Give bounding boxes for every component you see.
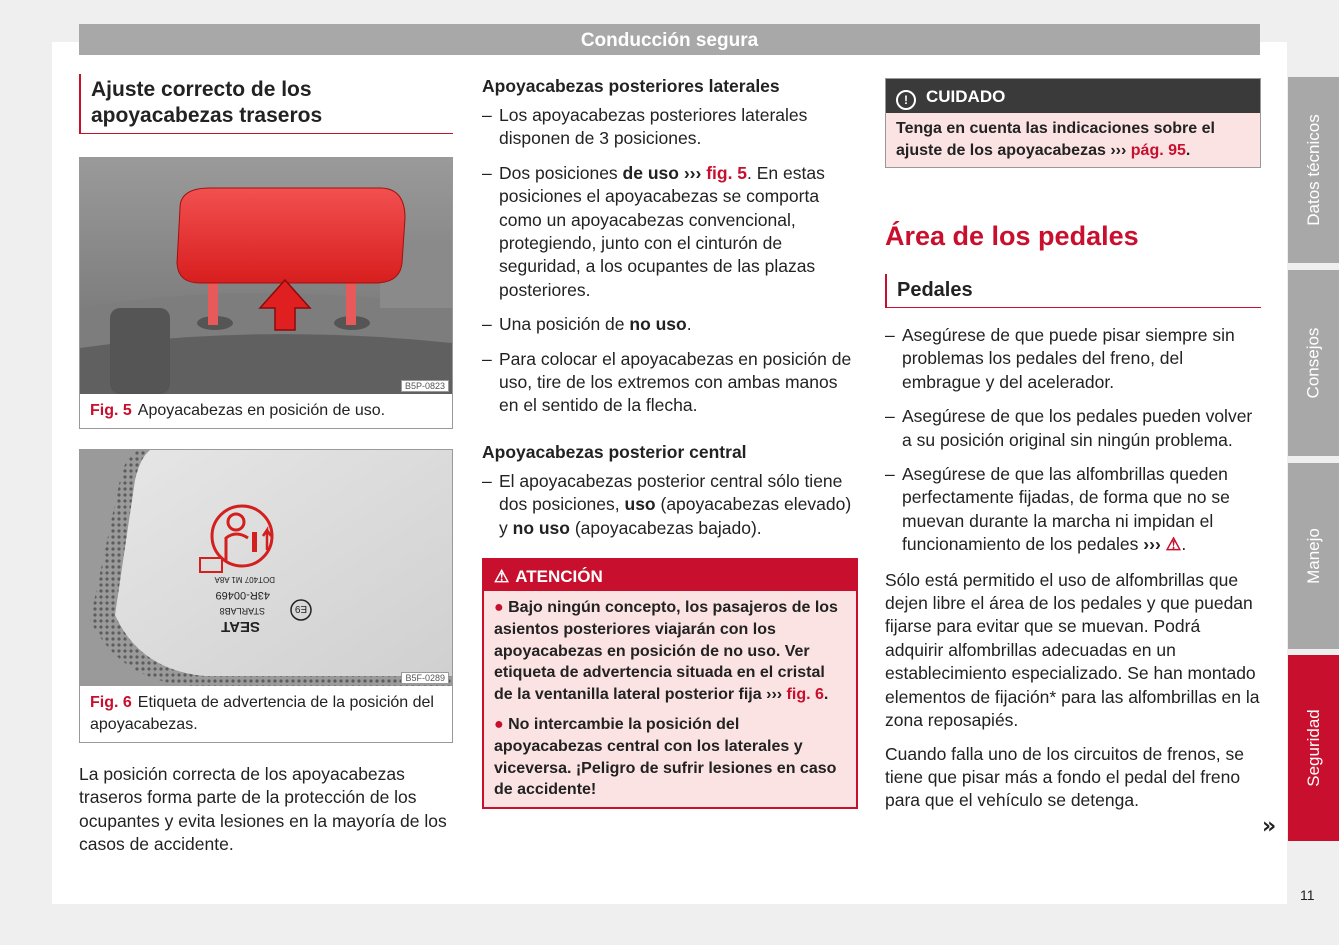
figure-6-code: B5F-0289 (401, 672, 449, 684)
figure-6-label: Fig. 6 (90, 694, 132, 711)
figure-5-image (80, 158, 452, 394)
figure-5-code: B5P-0823 (401, 380, 449, 392)
sticker-line-3: 43R-00469 (215, 589, 270, 601)
figure-5-label: Fig. 5 (90, 402, 132, 419)
page-number: 11 (1300, 887, 1315, 903)
figure-6-image (80, 450, 452, 686)
sticker-line-2: STARLAB8 (219, 606, 265, 616)
section-title-headrest: Ajuste correcto de los apoyacabezas traseros (79, 74, 453, 134)
list-item: – Asegúrese de que los pedales pueden volver a su posición original sin ningún problema. (885, 405, 1261, 452)
fig5-link[interactable]: fig. 5 (706, 162, 748, 183)
sticker-mark: E9 (294, 603, 308, 614)
list-item: – Asegúrese de que las alfombrillas queden perfectamente fijadas, de forma que no se muevan durante la marcha ni impidan el funcionamiento de los pedales ››› ⚠. (885, 463, 1261, 557)
tab-manejo[interactable]: Manejo (1288, 463, 1339, 649)
warning-header: ⚠ ATENCIÓN (484, 560, 856, 591)
tab-seguridad[interactable]: Seguridad (1288, 655, 1339, 841)
column-2 (482, 74, 858, 809)
tab-datos-tecnicos[interactable]: Datos técnicos (1288, 77, 1339, 263)
list-item: – El apoyacabezas posterior central sólo tiene dos posiciones, uso (apoyacabezas elevado) y no uso (apoyacabezas bajado). (482, 470, 858, 540)
warning-body (484, 591, 856, 807)
headrest-illustration (80, 158, 452, 394)
figure-5 (79, 157, 453, 429)
figure-6-caption-text: Etiqueta de advertencia de la posición del apoyacabezas. (90, 694, 434, 733)
headrest-paragraph: La posición correcta de los apoyacabezas traseros forma parte de la protección de los ocupantes y evita lesiones en la mayoría de los casos de accidente. (79, 764, 447, 855)
pedals-paragraph-2: Cuando falla uno de los circuitos de frenos, se tiene que pisar más a fondo el pedal del freno para que el vehículo se detenga. (885, 743, 1244, 811)
warning-item: ● No intercambie la posición del apoyacabezas central con los laterales y viceversa. ¡Peligro de sufrir lesiones en caso de accidente! (494, 716, 837, 799)
section-title-pedals: Pedales (885, 274, 1261, 308)
page-header: Conducción segura (79, 24, 1260, 55)
caution-body: Tenga en cuenta las indicaciones sobre el ajuste de los apoyacabezas ››› pág. 95. (886, 113, 1260, 167)
sticker-line-4: DOT407 M1 A8A (214, 575, 275, 584)
info-circle-icon: ! (896, 90, 916, 110)
figure-5-caption-text: Apoyacabezas en posición de uso. (137, 402, 386, 419)
list-item: – Para colocar el apoyacabezas en posición de uso, tire de los extremos con ambas manos en el sentido de la flecha. (482, 348, 858, 418)
continue-arrow-icon: » (1262, 814, 1277, 839)
fig6-link[interactable]: fig. 6 (786, 686, 824, 704)
column-1 (79, 74, 453, 867)
caution-box (885, 78, 1261, 168)
list-item: – Una posición de no uso. (482, 313, 858, 336)
list-item: – Asegúrese de que puede pisar siempre sin problemas los pedales del freno, del embrague y del acelerador. (885, 324, 1261, 394)
caution-header: ! CUIDADO (886, 79, 1260, 113)
figure-6-caption (80, 686, 452, 742)
pedals-list (885, 324, 1261, 557)
list-item: – Los apoyacabezas posteriores laterales disponen de 3 posiciones. (482, 104, 858, 151)
warning-triangle-icon: ⚠ (494, 567, 510, 587)
warning-item: ● Bajo ningún concepto, los pasajeros de los asientos posteriores viajarán con los apoyacabezas en posición de no uso. Ver etiqueta de advertencia situada en el cristal de la ventanilla lateral posterior fija ››› fig. 6. (494, 599, 838, 704)
pedals-paragraph-1: Sólo está permitido el uso de alfombrillas que dejen libre el área de los pedales y que puedan fijarse para evitar que se muevan. Podrá adquirir alfombrillas adecuadas en un establecimiento especializado. Se han montado elementos de fijación* para las alfombrillas en la zona reposapiés. (885, 569, 1260, 731)
lateral-list (482, 104, 858, 418)
sticker-line-1: SEAT (221, 618, 260, 635)
central-list (482, 470, 858, 540)
warning-label-illustration (80, 450, 452, 686)
figure-5-caption (80, 394, 452, 428)
list-item: – Dos posiciones de uso ››› fig. 5. En estas posiciones el apoyacabezas se comporta como un apoyacabezas convencional, protegiendo, junto con el cinturón de seguridad, a los ocupantes de las plazas posteriores. (482, 162, 858, 302)
chapter-title-pedals: Área de los pedales (885, 221, 1139, 251)
tab-consejos[interactable]: Consejos (1288, 270, 1339, 456)
figure-6 (79, 449, 453, 743)
page-95-link[interactable]: pág. 95 (1130, 142, 1186, 159)
subhead-central: Apoyacabezas posterior central (482, 441, 747, 462)
column-3 (885, 78, 1261, 823)
warning-triangle-icon[interactable]: ⚠ (1165, 534, 1182, 555)
warning-box (482, 558, 858, 809)
subhead-lateral: Apoyacabezas posteriores laterales (482, 76, 780, 96)
